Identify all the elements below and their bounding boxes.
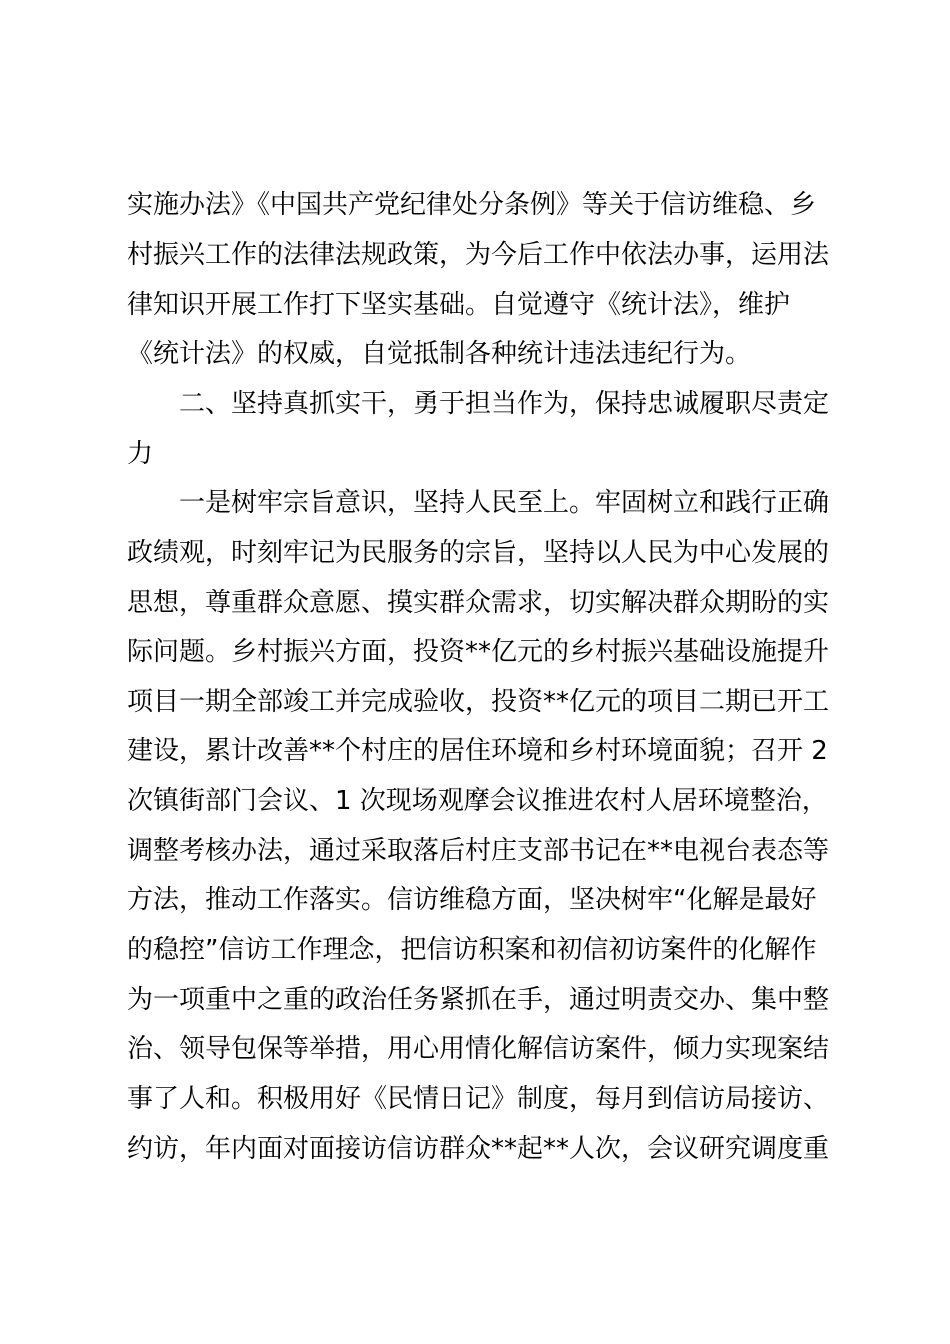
section-heading-continuation: 力: [127, 439, 154, 469]
text-line: 思想，尊重群众意愿、摸实群众需求，切实解决群众期盼的实: [127, 588, 830, 618]
text-line: 政绩观，时刻牢记为民服务的宗旨，坚持以人民为中心发展的: [127, 538, 830, 568]
paragraph-first-line: 一是树牢宗旨意识，坚持人民至上。牢固树立和践行正确: [179, 488, 830, 518]
text-line: 际问题。乡村振兴方面，投资**亿元的乡村振兴基础设施提升: [127, 637, 830, 667]
section-heading: 二、坚持真抓实干，勇于担当作为，保持忠诚履职尽责定: [179, 389, 830, 419]
text-line: 村振兴工作的法律法规政策，为今后工作中依法办事，运用法: [127, 240, 830, 270]
text-line: 为一项重中之重的政治任务紧抓在手，通过明责交办、集中整: [127, 985, 830, 1015]
text-line: 约访，年内面对面接访信访群众**起**人次，会议研究调度重: [127, 1134, 830, 1164]
text-line: 事了人和。积极用好《民情日记》制度，每月到信访局接访、: [127, 1084, 830, 1114]
text-line: 项目一期全部竣工并完成验收，投资**亿元的项目二期已开工: [127, 687, 830, 717]
text-line: 建设，累计改善**个村庄的居住环境和乡村环境面貌；召开 2: [127, 736, 828, 766]
text-line: 治、领导包保等举措，用心用情化解信访案件，倾力实现案结: [127, 1034, 830, 1064]
text-line: 的稳控”信访工作理念，把信访积案和初信初访案件的化解作: [127, 935, 817, 965]
text-line: 次镇街部门会议、1 次现场观摩会议推进农村人居环境整治，: [127, 786, 828, 816]
text-line: 实施办法》《中国共产党纪律处分条例》等关于信访维稳、乡: [127, 190, 817, 220]
text-line: 调整考核办法，通过采取落后村庄支部书记在**电视台表态等: [127, 836, 830, 866]
text-line: 律知识开展工作打下坚实基础。自觉遵守《统计法》，维护: [127, 290, 791, 320]
text-line: 方法，推动工作落实。信访维稳方面，坚决树牢“化解是最好: [127, 885, 817, 915]
text-line: 《统计法》的权威，自觉抵制各种统计违法违纪行为。: [127, 339, 752, 369]
